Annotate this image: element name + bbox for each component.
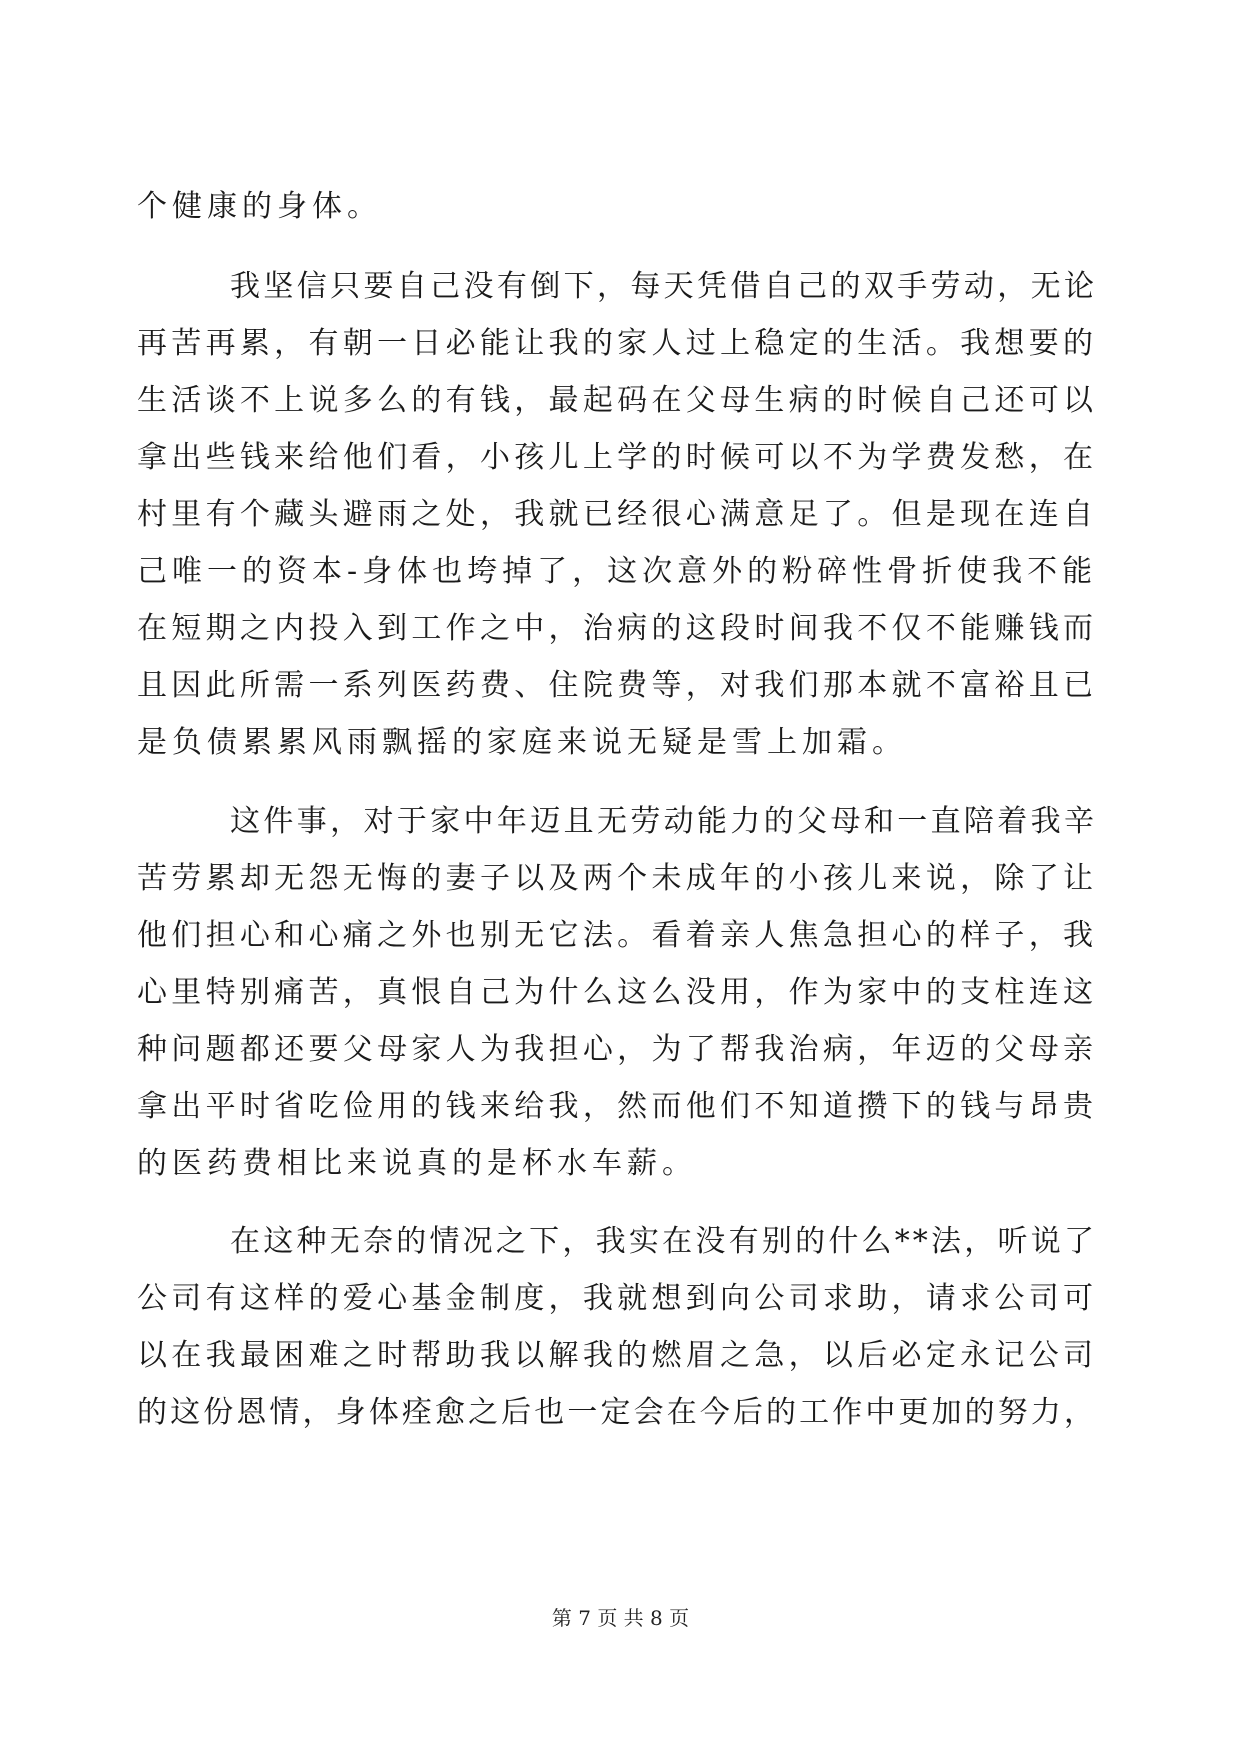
page-number-footer: 第 7 页 共 8 页 <box>551 1606 690 1630</box>
text-line: 村里有个藏头避雨之处，我就已经很心满意足了。但是现在连自 <box>137 497 1097 532</box>
text-line: 苦劳累却无怨无悔的妻子以及两个未成年的小孩儿来说，除了让 <box>137 861 1097 896</box>
text-line: 再苦再累，有朝一日必能让我的家人过上稳定的生活。我想要的 <box>137 326 1097 361</box>
text-line: 公司有这样的爱心基金制度，我就想到向公司求助，请求公司可 <box>137 1281 1097 1316</box>
text-line: 拿出平时省吃俭用的钱来给我，然而他们不知道攒下的钱与昂贵 <box>137 1089 1097 1124</box>
text-line: 拿出些钱来给他们看，小孩儿上学的时候可以不为学费发愁，在 <box>137 440 1097 475</box>
text-line: 的医药费相比来说真的是杯水车薪。 <box>137 1146 697 1181</box>
text-line: 个健康的身体。 <box>137 189 382 224</box>
text-line: 他们担心和心痛之外也别无它法。看着亲人焦急担心的样子，我 <box>137 918 1097 953</box>
text-line: 这件事，对于家中年迈且无劳动能力的父母和一直陪着我辛 <box>230 804 1097 839</box>
text-line: 我坚信只要自己没有倒下，每天凭借自己的双手劳动，无论 <box>230 269 1097 304</box>
text-line: 生活谈不上说多么的有钱，最起码在父母生病的时候自己还可以 <box>137 383 1097 418</box>
text-line: 的这份恩情，身体痊愈之后也一定会在今后的工作中更加的努力， <box>137 1395 1097 1430</box>
text-line: 且因此所需一系列医药费、住院费等，对我们那本就不富裕且已 <box>137 668 1097 703</box>
text-line: 己唯一的资本-身体也垮掉了，这次意外的粉碎性骨折使我不能 <box>137 554 1098 589</box>
text-line: 种问题都还要父母家人为我担心，为了帮我治病，年迈的父母亲 <box>137 1032 1097 1067</box>
text-line: 在短期之内投入到工作之中，治病的这段时间我不仅不能赚钱而 <box>137 611 1097 646</box>
text-line: 心里特别痛苦，真恨自己为什么这么没用，作为家中的支柱连这 <box>137 975 1097 1010</box>
text-line: 以在我最困难之时帮助我以解我的燃眉之急，以后必定永记公司 <box>137 1338 1097 1373</box>
text-line: 是负债累累风雨飘摇的家庭来说无疑是雪上加霜。 <box>137 725 907 760</box>
text-line: 在这种无奈的情况之下，我实在没有别的什么**法，听说了 <box>230 1224 1097 1259</box>
